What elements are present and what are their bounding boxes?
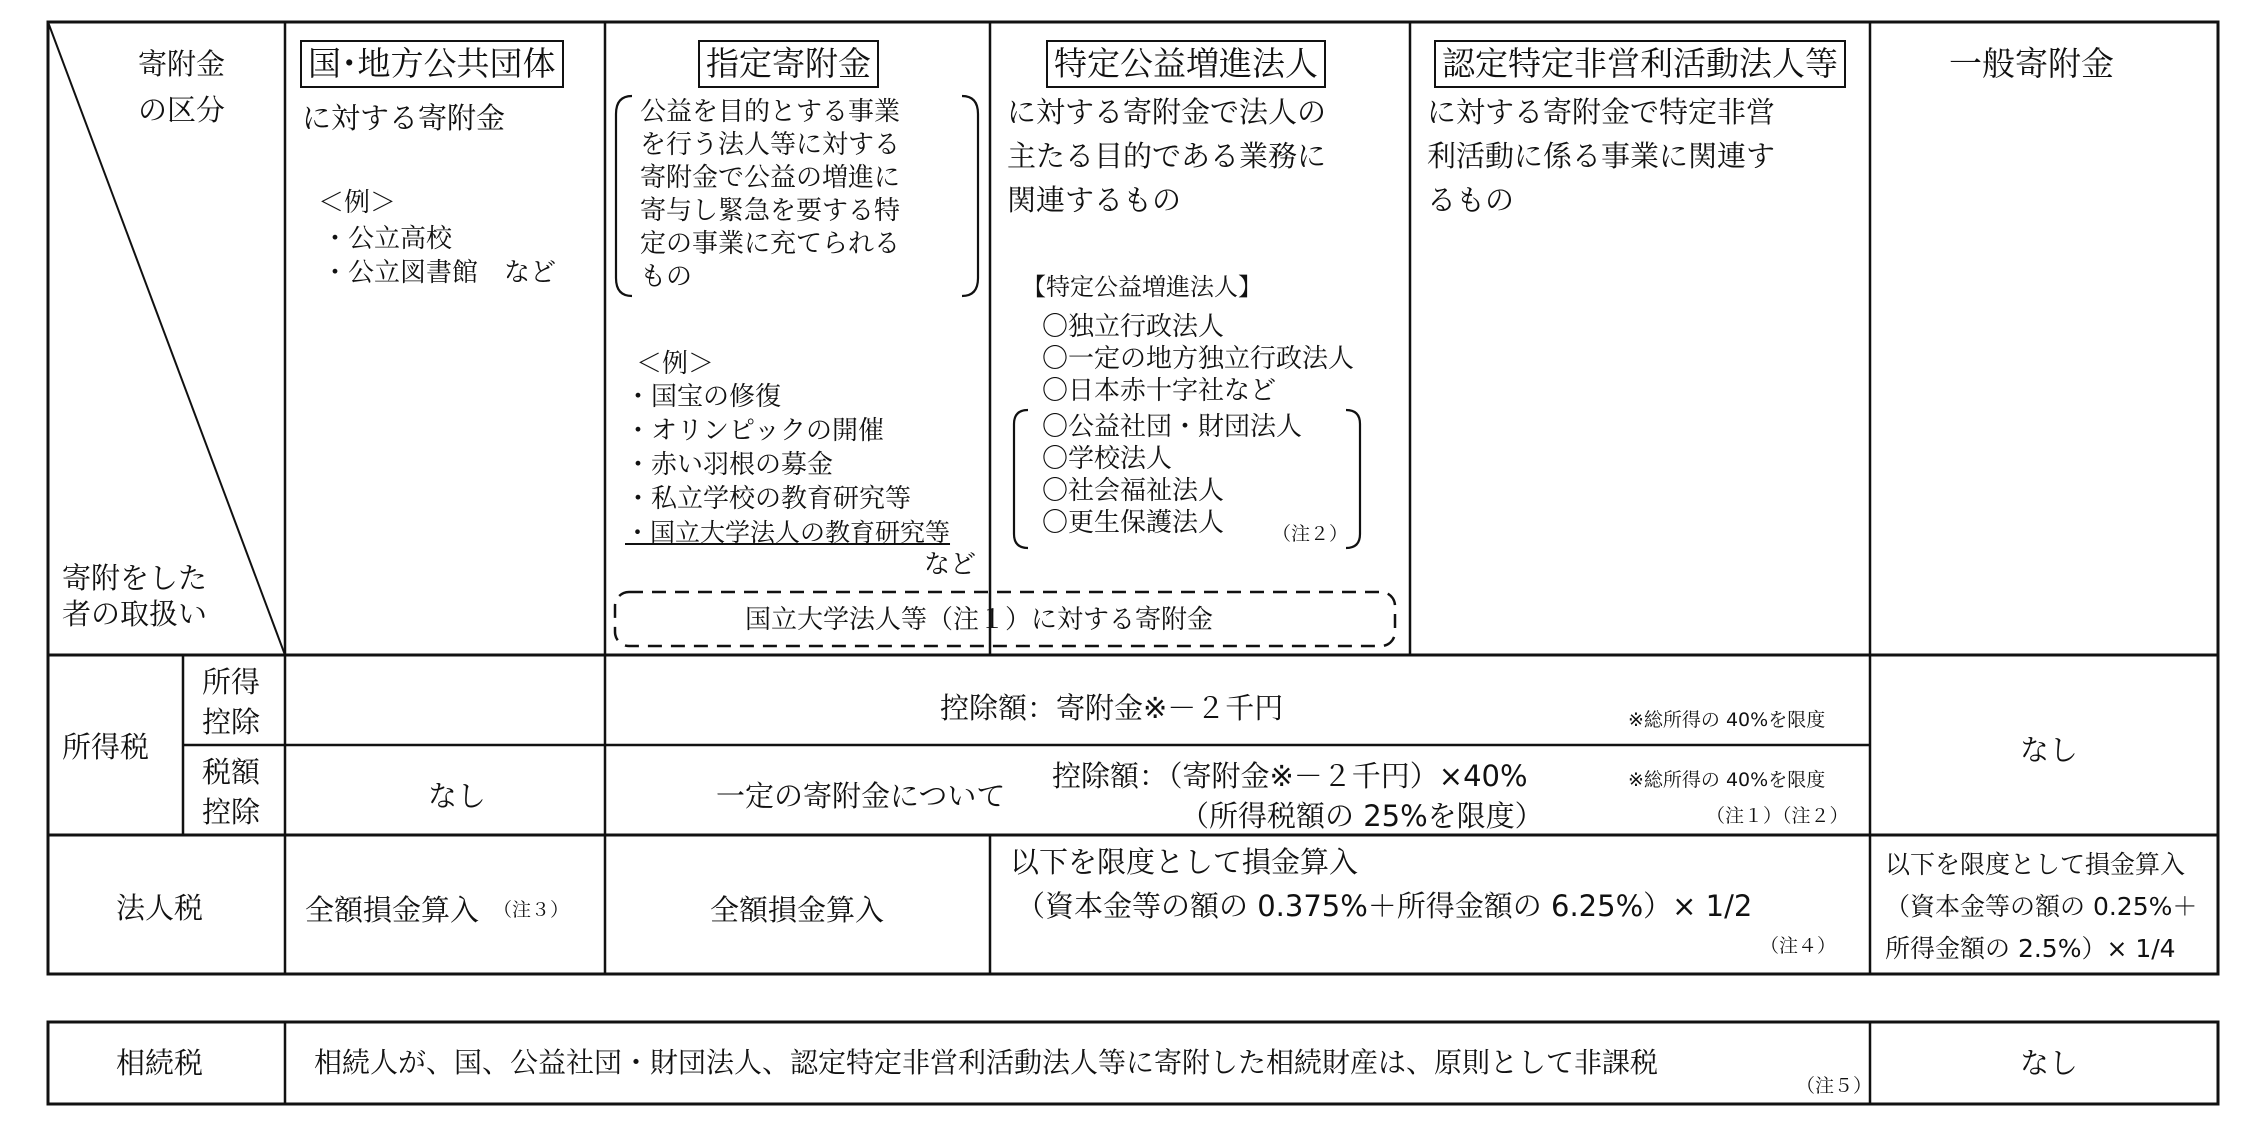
col5-title: 一般寄附金 xyxy=(1949,44,2114,83)
inheritance-note: （注５） xyxy=(1796,1075,1873,1097)
left-bracket-designated xyxy=(616,96,632,296)
credit-limit: （所得税額の 25%を限度） xyxy=(1180,799,1544,833)
col3-title: 特定公益増進法人 xyxy=(1046,40,1326,88)
treatment-label-2: 者の取扱い xyxy=(62,597,208,631)
col3-bracket-item-2: 〇学校法人 xyxy=(1042,444,1173,474)
corporate-col1: 全額損金算入 xyxy=(305,893,480,927)
credit-label-1: 税額 xyxy=(202,755,261,789)
right-bracket-public-interest xyxy=(1346,410,1360,548)
credit-condition: 一定の寄附金について xyxy=(716,779,1006,813)
col4-desc-1: に対する寄附金で特定非営 xyxy=(1427,95,1776,129)
col1-example-2: ・公立図書館 など xyxy=(322,258,557,288)
corporate-special-note: （注４） xyxy=(1760,935,1837,957)
deduction-note: ※総所得の 40%を限度 xyxy=(1628,709,1826,731)
col2-example-3: ・赤い羽根の募金 xyxy=(625,450,834,480)
deduction-label-1: 所得 xyxy=(202,665,261,699)
corporate-col1-note: （注３） xyxy=(493,899,570,921)
col1-example-heading: ＜例＞ xyxy=(318,188,397,218)
inheritance-tax-label: 相続税 xyxy=(116,1046,204,1080)
corporate-special-line1: 以下を限度として損金算入 xyxy=(1010,845,1359,879)
col3-desc-3: 関連するもの xyxy=(1007,183,1182,217)
col2-example-heading: ＜例＞ xyxy=(636,349,715,379)
col3-desc-2: 主たる目的である業務に xyxy=(1007,139,1327,173)
dashed-box-text: 国立大学法人等（注１）に対する寄附金 xyxy=(745,605,1214,635)
col2-example-2: ・オリンピックの開催 xyxy=(625,416,884,446)
credit-note-2: （注１）（注２） xyxy=(1706,805,1849,827)
credit-label-2: 控除 xyxy=(202,795,261,829)
income-general-none: なし xyxy=(2020,733,2079,767)
treatment-label-1: 寄附をした xyxy=(62,561,208,595)
corporate-general-line1: 以下を限度として損金算入 xyxy=(1885,850,2186,879)
corporate-general-line3: 所得金額の 2.5%）× 1/4 xyxy=(1885,934,2176,963)
credit-formula: 控除額：（寄附金※－２千円）×40% xyxy=(1052,759,1528,793)
corporate-col2: 全額損金算入 xyxy=(710,893,885,927)
col4-desc-3: るもの xyxy=(1427,183,1515,217)
col1-example-1: ・公立高校 xyxy=(322,224,453,254)
col2-desc-5: 定の事業に充てられる xyxy=(640,229,901,259)
inheritance-text: 相続人が、国、公益社団・財団法人、認定特定非営利活動法人等に寄附した相続財産は、原則として非課税 xyxy=(314,1046,1659,1079)
col2-desc-6: もの xyxy=(640,262,693,292)
col2-example-4: ・私立学校の教育研究等 xyxy=(625,484,912,514)
col4-desc-2: 利活動に係る事業に関連す xyxy=(1427,139,1776,173)
col3-list-1: 〇独立行政法人 xyxy=(1042,312,1225,342)
col2-example-5: ・国立大学法人の教育研究等 xyxy=(625,518,951,547)
credit-note-1: ※総所得の 40%を限度 xyxy=(1628,769,1826,791)
col3-bracket-item-3: 〇社会福祉法人 xyxy=(1042,476,1225,506)
col3-bracket-item-1: 〇公益社団・財団法人 xyxy=(1042,412,1303,442)
col1-desc: に対する寄附金 xyxy=(302,101,506,135)
corporate-general-line2: （資本金等の額の 0.25%＋ xyxy=(1885,892,2198,921)
right-bracket-designated xyxy=(962,96,978,296)
col2-desc-1: 公益を目的とする事業 xyxy=(640,97,901,127)
income-tax-label: 所得税 xyxy=(62,730,150,764)
category-label-2: の区分 xyxy=(138,93,226,127)
inheritance-general: なし xyxy=(2020,1046,2079,1080)
left-bracket-public-interest xyxy=(1014,410,1028,548)
col3-bracket-item-4: 〇更生保護法人 xyxy=(1042,508,1225,538)
col2-examples-suffix: など xyxy=(924,550,977,580)
col3-desc-1: に対する寄附金で法人の xyxy=(1007,95,1327,129)
col3-list-note: （注２） xyxy=(1272,523,1349,545)
col2-example-1: ・国宝の修復 xyxy=(625,382,782,412)
corporate-tax-label: 法人税 xyxy=(116,891,204,925)
credit-none: なし xyxy=(428,779,487,813)
deduction-label-2: 控除 xyxy=(202,705,261,739)
corporate-special-line2: （資本金等の額の 0.375%＋所得金額の 6.25%）× 1/2 xyxy=(1016,889,1753,923)
col3-list-3: 〇日本赤十字社など xyxy=(1042,376,1277,406)
deduction-text: 控除額：寄附金※－２千円 xyxy=(940,691,1284,725)
col3-list-2: 〇一定の地方独立行政法人 xyxy=(1042,344,1355,374)
category-label-1: 寄附金 xyxy=(138,47,226,81)
col4-title: 認定特定非営利活動法人等 xyxy=(1434,40,1846,88)
col1-title: 国･地方公共団体 xyxy=(300,40,564,88)
col3-list-heading: 【特定公益増進法人】 xyxy=(1022,273,1262,301)
col2-desc-4: 寄与し緊急を要する特 xyxy=(640,196,901,226)
col2-title: 指定寄附金 xyxy=(698,40,879,88)
col2-desc-3: 寄附金で公益の増進に xyxy=(640,163,901,193)
col2-desc-2: を行う法人等に対する xyxy=(640,130,901,160)
